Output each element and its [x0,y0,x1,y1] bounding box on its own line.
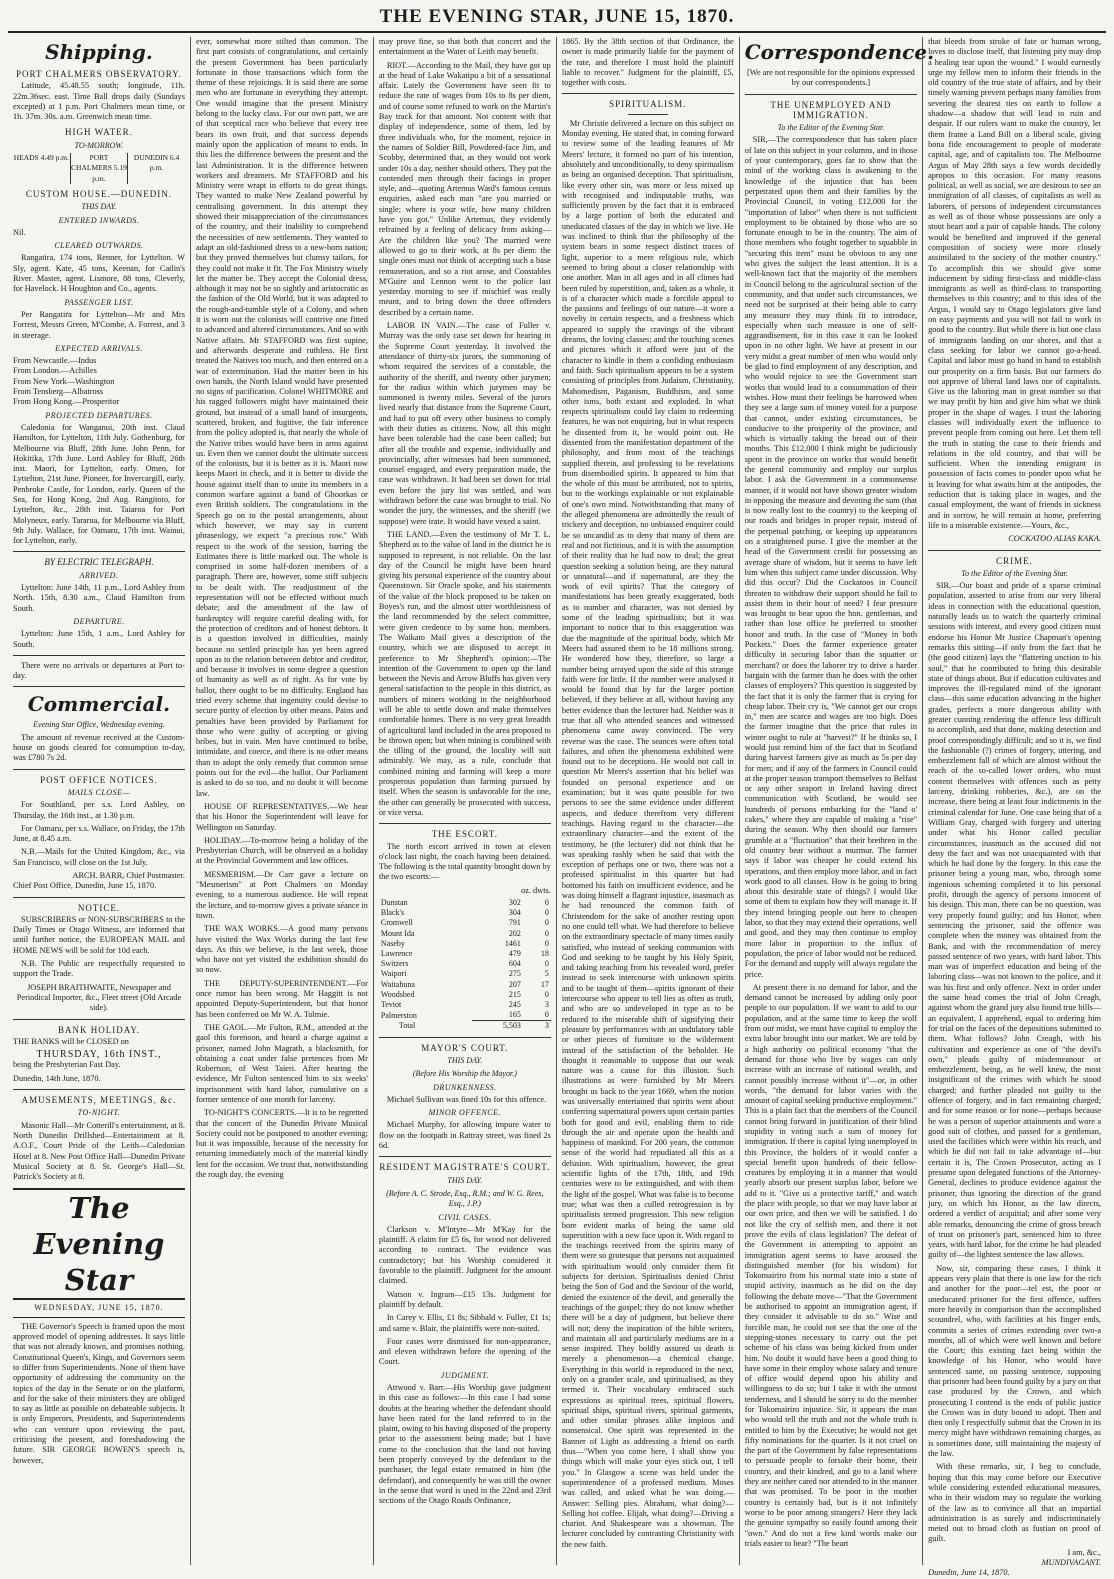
passenger-heading: PASSENGER LIST. [64,297,134,307]
divider [628,114,668,115]
escort-place: Cromwell [380,918,413,928]
expected-item: From New York—Washington [13,376,115,386]
escort-dwts: 0 [544,959,549,969]
rm-court-before: (Before A. C. Strode, Esq., R.M.; and W. G. Rees, Esq., J.P.) [386,1188,544,1209]
letter-closing: I am, &c., [1067,1547,1102,1557]
news-paragraph: HOUSE OF REPRESENTATIVES.—We hear that his Honor the Superintendent will leave for Wellington on Saturday. [195,801,368,832]
unemployed-heading: THE UNEMPLOYED AND IMMIGRATION. [770,99,892,120]
escort-place: Waipori [380,969,407,979]
escort-row [379,959,551,969]
divider [13,897,185,898]
escort-row [379,949,551,959]
expected-item: From Newcastle.—Indus [13,356,97,366]
escort-dwts: 3 [544,1000,549,1010]
drunkenness-heading: DRUNKENNESS. [433,1082,497,1092]
expected-item: From London.—Achilles [13,366,97,376]
tide-dunedin: DUNEDIN 6.4 p.m. [127,153,185,184]
mayors-court-before: (Before His Worship the Mayor.) [412,1069,517,1079]
escort-place: Naseby [380,938,405,948]
editorial-text: THE Governor's Speech is framed upon the most approved model of opening addresses. It says little that was not already known, and promises nothing. Constitutional Queen's, Kings, and Governors seem to differ from Superintendents. None of them have opportunity of addressing the community on the topics of the day in the Senate or on the platform, and for the sake of their ministers they are obliged to say as little as possible on debateable subjects. It is only Emperors, Presidents, and Superintendents who can venture upon reviewing the past, criticising the present, and foreshadowing the future. SIR GEORGE BOWEN'S speech is, however, [13,1321,185,1465]
columns [8,37,1106,1578]
escort-row [379,980,551,990]
drunkenness-text: Michael Sullivan was fined 10s for this offence. [386,1094,547,1104]
escort-row [379,929,551,939]
judgment-text: Attwood v. Barr.—His Worship gave judgment in this case as follows:—In this case I had some doubts at the hearing whether the defendant should have been rated for the land referred to in the plaint, owing to his having disposed of the property prior to the assessment being made; but I have come to the conclusion that the land not having been properly conveyed by the defendant to the purchaser, the legal estate remained in him (the defendant), and consequently he was still the owner in the sense that word is used in the 22nd and 23rd sections of the Otago Roads Ordinance, [378,1383,551,1506]
divider [13,655,185,656]
bank-holiday-text: THE BANKS will be CLOSED on [13,1036,129,1046]
bank-holiday-heading: BANK HOLIDAY. [57,1024,140,1035]
divider [13,769,185,770]
column-2 [191,37,374,1565]
post-office-date: Chief Post Office, Dunedin, June 15, 1870. [13,881,157,891]
arrived-text: Lyttelton: June 14th, 11 p.m., Lord Ashley from North. 15th, 8.30 a.m., Claud Hamilton from South. [13,583,185,613]
mails-text: For Oamaru, per s.s. Wallace, on Friday, the 17th June, at 8.45 a.m. [13,823,185,844]
divider [13,1089,185,1090]
escort-total-label: Total [398,1021,416,1031]
expected-list [13,356,185,407]
escort-dwts: 0 [544,918,549,928]
tide-table [13,153,185,184]
notice-nb: N.B. The Public are respectfully requested to support the Trade. [13,959,185,979]
escort-place: Waitahuna [380,979,415,989]
escort-heading: THE ESCORT. [431,829,498,840]
customs-this-day: THIS DAY. [81,202,117,212]
spiritualism-heading: SPIRITUALISM. [609,99,687,110]
escort-place: Mount Ida [380,928,415,938]
entered-heading: ENTERED INWARDS. [58,215,140,225]
departure-text: Lyttelton: June 15th, 1 a.m., Lord Ashley for South. [13,629,185,649]
escort-row [379,898,551,908]
escort-table [379,898,551,1032]
no-arrivals-text: There were no arrivals or departures at Port to-day. [13,660,185,681]
civil-case: In Carey v. Ellis, £1 8s; Sibbald v. Fuller, £1 1s; and same v. Blair, the plaintiffs were non-suited. [378,1313,551,1333]
escort-oz: 304 [508,908,521,918]
civil-case: Four cases were dismissed for non-appearance, and eleven withdrawn before the opening of the Court. [378,1336,551,1367]
spiritualism-text: Mr Christie delivered a lecture on this subject on Monday evening. He stated that, in coming forward to review some of the leading features of Mr Meers' lecture, it formed no part of his intention, absolutely and unconditionally, to deny spiritualism as being an organised deception. That spiritualism, like every other sin, was more or less mixed up with recognised and indisputable truths, was sufficiently proven by the fact that it is embraced by a large portion of both the educated and uneducated classes of the day in which we live. He was inclined to think that the philosophy of the system bears in some respect distinct traces of light, superior to a mere religious rule, which seemed to bring about a closer relationship with one another. Man in all ages and in all climes had been ruled by superstition, and, taken as a whole, it is of a character which made a forcible appeal to the passions and feelings of our nature—it wore a novelty in certain respects, and a freshness which appeared to supply the cravings of the vibrant dreams, the loving classes; and the touching scenes and pictures which it afford were just of the character to kindle in them a confiding enthusiasm and faith. Such spiritualism appears to be a system consisting of principles from Judaism, Christianity, Mahomedism, Paganism, Buddhism, and some other isms, both extant and exploded. In what respects spiritualism could lay claim to redeeming features, he was not enquiring, but in what respects he dissented from it, he would point out. He dissented from the manifestation department of the philosophy, and from most of the teachings supplied therein, and professing to be revelations from disembodied spirits. It appeared to him that the whole of this must be attributed, not to spirits, but to the workings explainable or not explainable of one's own mind. Notwithstanding that many of the alleged phenomena are admittedly the result of trickery and deception, no unbiassed enquirer could be so uncandid as to deny that many of them are real and not fictitious, and it is with the assumption of their reality that he had now to deal; the great question seeking a solution being, are they natural or unnatural—and if supernatural, are they the work of evil spirits? That the category of manifestations has been greatly exaggerated, both as to number and character, was not denied by some of the leading spiritualists; but it was important to notice that to this exaggeration was due the magnitude of the spiritual body, which Mr Meers had assured them to be 18 millions strong. He wondered how they, therefore, so large a number being arrayed upon the side of this strange faith were for little. If the number were analysed it would be found that by far the larger portion believed, if they believe at all, without having any better evidence than the lecturer had. Neither was it true that all who attended seances and witnessed phenomena came away convinced. The very reverse was the case. The seances were often total failures, and often the phenomena exhibited were found out to be deceptions. He would not call in question Mr Meers's assertion that his belief was founded on personal experience and on examination; but it was quite possible for two persons to see the same evidence under different aspects, and deduce therefrom very different teachings. Having regard to the character—the extraordinary character—and the extent of the testimony, he (the lecturer) did not think that he was speaking rashly when he said that with the exception of perhaps one or two, there was not a professed spiritualist in this quarter but had bottomed his faith on insufficient evidence, and he was doing himself a flagrant injustice, inasmuch as he had renounced the common faith of Christendom for the sake of another resting upon no one could tell what. We had therefore to believe on the extraordinary spectacle of many times easily satisfied, who instead of seeking communion with God and seeking to be taught by his Holy Spirit, and taking teaching from his revealed word, prefer instead to seek intercourse with unknown spirits and to be taught of them—spirits ignorant of their intercourse who appear to tell lies as often as truth, and who are so undeveloped in type as to be reduced to the miserable shift of signifying their pleasure by performances with an undulatory table or other pieces of furniture to the wilderment instead of the satisfaction of the beholder. He thought it reasonable to suppose that our weak nature was a cause for this illusion. Such illustrations as were furnished by Mr Meers brought us back to the year 1669, when the notion was universally entertained that spirits went about conferring supernatural powers upon certain parties both for good and evil, enabling them to ride through the air and operate upon the health and happiness of mankind. For 200 years, the common sense of the world had repudiated all this as a delusion. With spiritualism, however, the great scientific lights of the 17th, 18th, and 19th centuries were to be extinguished, and with them the light of the gospel. What was false is to become true; what was then a culled retrogression is by spiritualists termed progression. This new religion bore evident marks of being the same old superstition with a new face upon it. With regard to the teachings received from the spirits many of them were so grotesque that persons not acquainted with spiritualism would only consider them fit subjects for derision. Spiritualists denied Christ being the Son of God and the Saviour of the world, denied the existence of the devil, and generally the teachings of the gospel; they do not know whether there will be a day of judgment, but believe there will not; deny the inspiration of the bible writers, and maintain all and particularly mediums are in a sense inspired. They boldly assured us death is merely a phenomenon—a chemical change. Everything in this world is reproduced in the next, only on a grander scale, and spiritualised, as they termed it. Their vocabulary embraced such expressions as spiritual trees, spiritual flowers, spiritual ships, spiritual rivers, spiritual garments, and other similar phrases alike impious and nonsensical. One spirit was represented in the Banner of Light as addressing a friend on earth thus—"When you come here, I shall show you things which will make your eyes stick out, I tell you." In Glasgow a scene was held under the superintendence of a professed medium. Moses was called, and asked what he was doing.—Answer: Selling pies. Abraham, what doing?—Selling hot coffee. Elijah, what doing?—Driving a chariot. And Shakespeare was a showman. The lecturer concluded by contrasting Christianity with the new faith. [561,118,734,1549]
letter-paragraph: SIR,—Our boast and pride of a sparse criminal population, asserted to arise from our very liberal ideas in connection with the educational question, naturally leads us to watch the quarterly criminal sessions with interest, and every good citizen must endorse his Honor Mr Justice Chapman's opening remarks this sitting—if only from the fact that he (the good citizen) lays the "flattering unction to his soul," that he contributed to bring this desirable state of things about. But if education cultivates and improves the ill-regulated mind of the ignorant class—this same education advancing in the higher grades, perfects a more dangerous ability with greater cunning rendering the offence less difficult to accomplish, and that done, making detection and proof correspondingly difficult; and so it is, we find the fashionable (?) crimes of forgery, uttering, and embezzlement fall of which are almost without the reach of the so-called lower orders, who must content themselves with offences such as petty larceny, drinking robberies, &c.), are on the increase, there being at least four indictments in the criminal calendar for June. One case being that of a William Gray, charged with forgery and uttering under what his Honor called peculiar circumstances, inasmuch as the accused did not deny the fact and was not unacquainted with that which he had done by the forgery. In this case the prisoner being a young man, who, through some ingenious scheming completed it to his personal profit, through the agency of persons innocent of his design. This man, there can be no question, was very properly found guilty; and his Honor, when sentencing the prisoner, said the offence was complete when the money was obtained from the Bank, and with the recommendation of mercy passed sentence of two years, with hard labor. This man was of imperfect education and being of the laboring class—was not known to the police, and it was his first and only offence. Next in order under the same head comes the trial of John Creagh, against whom the grand jury also found true bills—an equivalent, I apprehend, equal to ordering him for trial on the faces of the depositions submitted to them. What follows? John Creagh, with his cultivation and experience as one of "the devil's own," pleads guilty of misdemeanour or embezzlement, being, as he well knew, the most insignificant of the crimes with which he stood charged; and further pleaded not guilty to the offence of forgery, and in fact remaining charged; and for some reason or for none—perhaps because he was a person of superior attainments and wore a good suit of clothes, and passed for a gentleman, used the facilities which were within his reach, and which he did not fail to take advantage of—but certain it is, The Crown Prosecutor, acting as I presume upon delegated functions of the Attorney-General, declines to produce evidence against the prisoner, thus ignoring the direction of the grand jury, on which his Honor, as the law directs, ordered a verdict of acquittal; and after some very able remarks, denouncing the crime of gross breach of trust on prisoner's part, sentenced him to three years, with hard labor, for the crime he had pleaded guilty of—the lightest sentence the law allows. [928,581,1102,1260]
letter-signature: COCKATOO ALIAS KAKA. [1008,534,1102,544]
escort-oz: 275 [508,969,521,979]
letter-paragraph: Now, sir, comparing these cases, I think it appears very plain that there is one law for the rich and another for the poor—tel est, the poor or uneducated prisoner for the first offence, suffers more heavily in comparison than the accomplished scoundrel, who, with facilities at his finger ends, commits a series of crimes extending over two-a months, all of which were well known and before the Court; this existing fact being within the knowledge of his Honor, who would have sentenced same, on passing sentence, supposing that prisoner had been found guilty by a jury on that case produced by the Crown, and which prosecuting I contend is the ends of public justice the Crown was in duty bound to adopt. Then and then only I respectfully submit that the Crown in its mercy might have withdrawn remaining charges, as is sometimes done, still maintaining the majesty of the law. [928,1263,1102,1459]
escort-row [379,908,551,918]
escort-total-row [379,1021,551,1032]
observatory-text: Latitude, 45.48.55 south; longitude, 11h. 22m.36sec. east. Time Ball drops daily (Sundays excepted) at 1 p.m. Port Chalmers mean time, or 1h. 37m. 30s. a.m. Greenwich mean time. [13,81,185,122]
passenger-text: Per Rangatira for Lyttelton—Mr and Mrs Forrest, Messrs Green, M'Combe, A. Forrest, and 3 in steerage. [13,309,185,340]
crime-heading: CRIME. [996,555,1033,566]
bank-holiday-date: THURSDAY, 16th INST., [36,1049,162,1061]
escort-dwts: 0 [544,938,549,948]
escort-oz: 165 [508,1010,521,1020]
escort-oz: 302 [508,898,521,908]
escort-units: oz. dwts. [521,885,551,895]
escort-row [379,1010,551,1021]
civil-case: Watson v. Ingram—£15 13s. Judgment for plaintiff by default. [378,1289,551,1309]
notice-heading: NOTICE. [77,902,121,913]
escort-oz: 1461 [504,938,521,948]
mails-text: For Southland, per s.s. Lord Ashley, on Thursday, the 16th inst., at 1.30 p.m. [13,800,185,820]
rm-court-day: THIS DAY. [447,1175,483,1185]
commercial-heading: Commercial. [27,692,171,717]
escort-dwts: 0 [544,898,549,908]
divider [745,94,917,95]
escort-intro: The north escort arrived in town at eleven o'clock last night, the coach having been detained. The following is the total quantity brought down by the two escorts:— [378,841,551,882]
escort-row [379,990,551,1000]
escort-place: Black's [380,908,405,918]
crime-to-editor: To the Editor of the Evening Star. [961,568,1068,578]
bank-holiday-signed: Dunedin, 14th June, 1870. [13,1073,101,1083]
divider [379,1156,551,1157]
escort-oz: 604 [508,959,521,969]
letter-paragraph: With these remarks, sir, I beg to conclude, hoping that this may come before our Executive while considering extended educational measures, who in their wisdom may so regulate the working of the law as to convince all that an impartial administration is as surely and indiscriminately meted out to broad cloth as fustian on proof of guilt. [928,1462,1102,1544]
paper-date: WEDNESDAY, JUNE 15, 1870. [13,1303,185,1317]
editorial-continued: ever, somewhat more stilted than common. The first part consists of congratulations, and certainly the present Government has been particularly fortunate in those transactions which form the theme of these rejoicings. It is said there are some men who are fortunate in everything they attempt. One would imagine that the present Ministry belong to the lucky class. For our own part, we are of that sceptical race who believe that every tree bears its own fruit, and that success depends mainly upon the application of means to ends. In this lies the difference between the present and the last Administration. It is the difference between workers and dreamers. Mr STAFFORD and his Ministry were wrapt in efforts to do great things. They wanted to make New Zealand powerful by centralising government. In this attempt they showed their misappreciation of the circumstances of the country, and their inability to comprehend the necessities of new settlements. They wanted to adapt an old-fashioned dress to a new-born nation; but they proved themselves but clumsy tailors, for they could not make it fit. The Fox Ministry wisely let the matter be. They accept the Colonial dress, although it may not be so sightly and aristocratic as the fashion of the Old World, but it was adapted to the rough-and-tumble style of a Colony, and when it is worn out the colonists will contrive one fitted to advanced and altered circumstances. And so with Native affairs. Mr STAFFORD was first supine, and afterwards desperate and ruthless. He first treated the Natives too much, and then entered on a war of extermination. Had the matter been in his own hands, the North Island would have presented no signs of pacification. Colonel WHITMORE and his ragged followers might have maintained their ground, but instead of a small band of insurgents, scattered, broken, and fugitive, the fair inference from the policy adopted is, that nearly the whole of the Native tribes would have been in arms against us. Even then we cannot doubt the ultimate success of the colonists, but it is better as it is. Maori now keeps Maori in check, and it is better to divide the house against itself than to unite its members in a common warfare against a band of Ghoorkas or even British soldiers. The congratulations in the Speech go on to the postal arrangements, about which however, we may say in current phraseology, we expect "a precious row." With respect to the work of the session, barring the Estimates there is little marked out. The whole is comprised in some half-dozen members of a paragraph. There are, however, some stiff subjects to be dealt with. The readjustment of the representation will not be effected without much debate; and the amendment of the law of bankruptcy will require careful dealing with, for the protection of creditors and of honest debtors. It is a question involved in difficulties, mainly because no settled principle has yet been agreed upon as to the relation between debtor and creditor, and because it involves in some degree a question of humanity as well as of right. As for vote by ballot, there ought to be no difficulty. England has tried every scheme that ingenuity could devise to secure purity of election by other means. Pains and penalties have been provided by Parliament for those who were guilty of accepting or giving bribes, but in vain. Men have continued to bribe, intimidate, and coerce, and there is no other means than to adopt the only remedy that common sense points out for the evil—the ballot. Our Parliament is asked to do so too, and no doubt it will become law. [195,37,368,798]
escort-place: Palmerston [380,1010,417,1020]
expected-item: From Hong Kong.—Prosperitor [13,397,120,407]
letter-continued: that bleeds from stroke of fate or human wrong, loves to disclose itself, that listening pity may drop a healing tear upon the wound." I would earnestly urge my fellow men to inform their friends in the old country of the true state of affairs, and by their timely warning prevent perhaps many families from severing the dearest ties on earth to follow a shadow—a shadow that will lead to ruin and despair. If our rulers want to make the country, let them frame a Land Bill on a liberal scale, giving bona fide encouragement to people of moderate capital, age, and of capitalists too. The Melbourne Argus of May 28th says a few words decidedly apropos to this occasion. For many reasons political, as well as social, we are desirous to see an immigration of all classes, of capitalists as well as laborers, of persons of independent circumstances as well as of those whose possessions are only a stout heart and a pair of capable hands. The colony would be benefited and improved if the general composition of society were more closely assimilated to the society of the mother country." To accomplish this we should give some inducement by siding first-class and middle-class immigrants as well as third-class to transporting themselves to this country; and to this idea of the Argus, I would say to Otago legislators give land on easy payments and you will not fail to work in good to the country. But while there is but one class of immigrants landing on our shores, and that a class seeking for labor we cannot go-a-head. Capital and labor must go hand in hand to establish our prosperity on a firm basis. But our farmers do not approve of liberal land laws nor of capitalists. Give us the laboring man in great number so that we may profit by him and give him what we think proper in the shape of wages. I trust the laboring classes will individually exert the influence to prevent people from coming out here. Let them tell the truth in stating the case to their friends and relations in the old country, and that will be sufficient. When the intending emigrant in possession of facts comes to ponder upon what he is leaving for what awaits him at the antipodes, the reduction that is taking place in wages, and the casual employment, the want of friends in sickness and in sorrow, he will remain at home, preferring life to a miserable existence.—Yours, &c., [928,37,1102,530]
escort-place: Lawrence [380,949,413,959]
commercial-text: The amount of revenue received at the Custom-house on goods cleared for consumption to-day, was £780 7s 2d. [13,732,185,763]
civil-cases-heading: CIVIL CASES. [438,1212,492,1222]
bank-holiday-reason: being the Presbyterian Fast Day. [13,1060,121,1070]
escort-oz: 215 [508,989,521,999]
news-paragraph: THE DEPUTY-SUPERINTENDENT.—For once rumor has been wrong. Mr Haggitt is not appointed Deputy-Superintendent, but that honor has been conferred on Mr W. A. Tolmie. [195,978,368,1019]
column-1 [8,37,191,1565]
escort-row [379,969,551,979]
escort-oz: 202 [508,928,521,938]
amusements-sub: TO-NIGHT. [77,1108,121,1118]
escort-place: Dunstan [380,898,408,908]
escort-oz: 245 [508,1000,521,1010]
news-paragraph: HOLIDAY.—To-morrow being a holiday of the Presbyterian Church, will be observed as a holiday at the Provincial Government and law offices. [195,835,368,866]
divider [379,1037,551,1038]
rm-court-heading: RESIDENT MAGISTRATE'S COURT. [379,1162,551,1173]
divider [13,551,185,552]
judgment-heading: JUDGMENT. [440,1370,489,1380]
escort-row [379,1000,551,1010]
escort-dwts: 0 [544,928,549,938]
commercial-office: Evening Star Office, Wednesday evening. [33,720,165,730]
amusements-heading: AMUSEMENTS, MEETINGS, &c. [21,1095,177,1106]
correspondence-note: [We are not responsible for the opinions expressed by our correspondents.] [747,68,915,88]
letter-signature: MUNDIVAGANT. [1041,1558,1102,1568]
customs-heading: CUSTOM HOUSE.—DUNEDIN. [25,188,173,199]
departures-text: Caledonia for Wanganui, 20th inst. Claud Hamilton, for Lyttelton, 11th July. Gothenburg, for Melbourne via Bluff, 28th June. John Penn, for Hokitika, 17th June. Lord Ashley for Bluff, 26th inst. Maori, for Lyttelton, early. Omeo, for Lyttelton, 21st June. Pioneer, for Invercargill, early. Penbroke Castle, for London, early. Queen of the Sea, for Hong Kong, 2nd Aug. Rangitoto, for Lyttelton, &c., 28th inst. Taiaroa for Port Molyneux, early. Tararua, for Melbourne via Bluff, 9th July. Wallace, for Oamaru, 17th inst. Wainui, for Lyttelton, early. [13,422,185,546]
column-3 [374,37,557,1565]
departure-heading: DEPARTURE. [73,616,125,626]
news-paragraph: THE WAX WORKS.—A good many persons have visited the Wax Works during the last few days. As this we believe, is the last week, those who have not yet visited the exhibition should do so now. [195,924,368,975]
letter-paragraph: At present there is no demand for labor, and the demand cannot be increased by adding only poor people to our population. If we want to add to our population, and at the same time to keep the wolf from our midst, we must have capital to employ the extra labor brought into our market. We are told by a high authority on political economy "that the demand for those who live by wages can only increase with an increase of national wealth, and cannot possibly increase without it"—or, in other words, "the demand for labor varies with the amount of capital seeking productive employment." This is a plain fact that the members of the Council cannot bring forward in justification of their blind stupidity in voting such a sum of money for immigration. If there is capital lying unemployed in this Province, the holders of it would confer a special benefit upon hundreds of their fellow-creatures by employing it in a manner that would yearly absorb our present surplus labor, before we add to it. "Give us a protective tariff," and watch the place with people, so that we may have labor at our own price, and then we will be satisfied. I do not like the cry of selfish men, and there it not prove the evils of class legislation? The defeat of the Government in attempting to appoint an immigration agent seems to have aroused the distinguished member (for his wisdom) for Tokomairiro from his normal state into a state of stupid activity, inasmuch as he did on the day following the debate move—"That the Government be authorised to appoint an immigration agent, if they consider it advisable to do so." Wise and forcible man, he could not see that the one of the stepping-stones necessary to carry out the pet scheme of his class was being kicked from under him. No doubt it would have been a good thing to have some in their employ whose salary and tenure of office would depend upon his ability and willingness to do so; but I take it with the utmost tenderness, and I should be sorry to do the member for Tokomairiro injustice. Sir, it appears the man who would tell the truth and not the whole truth is entitled to him by the Executive; he would not get fifty nominations for the quarter. Is it not cruel on the part of the Government by false representations to persuade people to forsake their home, their country, and their kindred, and go to a land where they are neither cared nor attended to in the manner that was promised. To be poor in the mother country is certainly bad, but is it not infinitely worse to be poor among strangers? Here they lack the genuine sympathy so easily found among their "own." And do not a few kind words make our trials easier to bear? "The heart [744,982,918,1548]
escort-dwts: 17 [540,979,549,989]
news-paragraph: TO-NIGHT'S CONCERTS.—It is to be regretted that the concert of the Dunedin Private Musical Society could not be postponed to another evening; but it was impossible, because of the necessity for returning immediately much of the material kindly lent for the occasion. We trust that, notwithstanding the rough day, the evening [195,1108,368,1180]
high-water-sub: TO-MORROW. [74,140,124,150]
news-paragraph: MESMERISM.—Dr Carr gave a lecture on "Mesmerism" at Port Chalmers on Monday evening, to a numerous audience. He will repeat the lecture, and to-morrow gives a private séance in town. [195,869,368,920]
minor-offence-heading: MINOR OFFENCE. [428,1108,501,1118]
escort-place: Teviot [380,1000,402,1010]
mails-text: N.B.—Mails for the United Kingdom, &c., via San Francisco, will close on the 1st July. [13,847,185,867]
escort-row [379,918,551,928]
divider [562,93,734,94]
escort-dwts: 0 [544,1010,549,1020]
divider [928,550,1101,551]
entered-text: Nil. [13,227,26,237]
cleared-heading: CLEARED OUTWARDS. [54,241,144,251]
escort-oz: 207 [508,979,521,989]
column-4 [557,37,740,1565]
escort-oz: 479 [508,949,521,959]
column-5 [740,37,935,1565]
divider [13,686,185,687]
expected-heading: EXPECTED ARRIVALS. [55,343,143,353]
civil-case: Clarkson v. M'Intyre—Mr M'Kay for the plaintiff. A claim for £5 6s, for wood not delivered according to contract. The evidence was contradictory; but his Worship considered it favorable to the plaintiff. Judgment for the amount claimed. [378,1224,551,1286]
tide-heads: HEADS 4.49 p.m. [13,153,69,163]
letter-paragraph: SIR,—The correspondence that has taken place of late on this subject in your columns, and in those of your contemporary, goes far to show that the mind of the working class is awakening to the knowledge of the injustice that has been perpetrated upon them and their families by the Provincial Council, in voting £12,000 for the "importation of labor" when there is not sufficient employment to be obtained by those who are so fortunate enough to be in the country. The aim of those members who fought together to squabble in "securing this item" must be obvious to any one who gives the subject the least attention. It is a well-known fact that the majority of the members in Council belong to the agricultural section of the community, and that under such circumstances, we need not be surprised at their being able to carry any measure they may think fit to introduce, especially when such measure is one of self-aggrandisement, for in this case it can be looked upon in no other light. We have at present in our very midst a great number of men who would only be glad to find employment of any description, and who would rejoice to see the Government start works that would lead to a consummation of their wishes. How must their feelings be harrowed when they see a large sum of money voted for a purpose that cannot, under existing circumstances, be conducive to the prosperity of the province, and which is virtually taking the bread out of their mouths. This £12,000 I think might be judiciously spent in the province on works that would benefit the general community and employ our surplus labor. I ask the Government in a commonsense manner, if it would not have shown greater wisdom in opposing the measure and devoting the sum (that is now really lost to the country) to the keeping of our roads and bridges in proper repair, instead of the perpetual patching, or keeping up appearances on a straightened purse. I give the member at the head of the Government credit for possessing an average share of wisdom, but it seems to have left him when this subject came under discussion. Why did this occur? Did the Cockatoos in Council threaten to withdraw their support should he fail to assist them in their hour of need? I fear pressure was brought to bear upon the hon. gentleman, and rather than lose office he preferred to smother honor and truth. In the case of "Money in both Pockets." Does the farmer experience greater difficulty in securing labor than the squatter or merchant? or does the laborer try to drive a harder bargain with the farmer than he does with the other classes of employers? This question is suggested by the fact that it is only the farmer that is crying for cheap labor. Their cry is, "We cannot get our crops in," men are scarce and wages are too high. Does the farmer imagine that the price that rules in winter ought to rule at "harvest?" If he thinks so, I would just remind him of the fact that in Scotland during harvest farmers give as much as 5s per day for men; and if any of the farmers in Council could at the proper season transport themselves to Belfast or any other seaport in Ireland having direct communication with Scotland, he would see hundreds of persons embarking for the "land o' cakes," where they are capable of making a "rise" during the season. Why then should our farmers grumble at a "fluctuation" that their brethren in the old country bear without a murmur. The farmer says if labor was cheaper he could extend his operations, and then employ more labor, and in fact work good to all classes. How is he going to bring about this desirable state of things? I would like some of them to explain how they will manage it. If they intend bringing people out here to cheapen labor, so that they may extend their operations, well and good, and they may then continue to employ more labor in proportion to the influx of population, the price of labor would not be reduced. For the demand and supply will always regulate the price. [744,135,918,979]
mayors-court-day: THIS DAY. [447,1055,483,1065]
escort-total-dwts: 3 [523,1021,551,1032]
telegraph-heading: BY ELECTRIC TELEGRAPH. [44,557,154,568]
news-paragraph: THE GAOL.—Mr Fulton, R.M., attended at the gaol this forenoon, and heard a charge against a prisoner, named John Magrath, a blacksmith, for obtaining a coat under false pretences from Mr Robertson, of West Taieri. After hearing the evidence, Mr Fulton sentenced him to six weeks' imprisonment with hard labor, cumulative on a former sentence of one month for larceny. [195,1022,368,1104]
expected-item: From Tensberg—Albatross [13,387,104,397]
news-paragraph: THE LAND.—Even the testimony of Mr T. L. Shepherd as to the value of land in the district he is supposed to represent, is not reliable. On the last day of the Council he might have been heard giving his personal experience of the country about Queenstown. Sir Oracle spoke, and his statements of the value of the block proposed to be taken on Boyes's run, and the almost utter worthlessness of the land recommended by the select committee, were given credence to by some hon. members. The Waikato Mail gives a description of the country, which we are disposed to accept in preference to Mr Shepherd's opinion:—The intention of the Government to open up the land between the Nevis and Arrow Bluffs has given very general satisfaction to the people in this district, as numbers of miners working in the neighborhood will be able to settle down and make themselves comfortable homes. There is no very great breadth of agricultural land included in the area proposed to be thrown open; but when mining is combined with the tilling of the ground, the locality will suit admirably. We may, as a rule, conclude that combined mining and farming will keep a more prosperous population than farming pursued by itself. When the season is unfavorable for the one, the other can generally be prosecuted with success, or vice versa. [378,529,551,817]
escort-dwts: 5 [544,969,549,979]
cleared-text: Rangatira, 174 tons, Renner, for Lyttelton. W Sly, agent. Kate, 45 tons, Keenan, for Catlin's River. Master, agent. Lismore, 88 tons, Cleverly, for Havelock. H Houghton and Co., agents. [13,253,185,294]
mayors-court-heading: MAYOR'S COURT. [421,1042,509,1053]
mails-heading: MAILS CLOSE— [67,787,131,797]
unemployed-to-editor: To the Editor of the Evening Star. [777,123,885,133]
escort-row [379,939,551,949]
letter-date: Dunedin, June 14, 1870. [928,1568,1010,1578]
escort-dwts: 18 [540,949,549,959]
escort-place: Switzers [380,959,409,969]
judgment-continued: 1865. By the 38th section of that Ordinance, the owner is made primarily liable for the payment of the rate, and therefore I must hold the plaintiff liable to recover." Judgment for the plaintiff, £5, together with costs. [561,37,734,88]
escort-dwts: 0 [544,989,549,999]
post-office-heading: POST OFFICE NOTICES. [40,774,158,785]
high-water-heading: HIGH WATER. [65,127,133,138]
divider [13,1019,185,1020]
notice-text: SUBSCRIBERS or NON-SUBSCRIBERS to the Daily Times or Otago Witness, are informed that until further notice, the EUROPEAN MAIL and HOME NEWS will be sold for 10d each. [13,914,185,955]
escort-place: Woodsbed [380,989,415,999]
escort-dwts: 0 [544,908,549,918]
notice-signature: JOSEPH BRAITHWAITE, Newspaper and Periodical Importer, &c., Fleet street (Old Arcade side). [16,982,182,1013]
news-paragraph: may prove fine, so that both that concert and the entertainment at the Water of Leith may benefit. [378,37,551,57]
minor-offence-text: Michael Murphy, for allowing impure water to flow on the footpath in Rattray street, was fined 2s 6d. [378,1120,551,1151]
divider [379,823,551,824]
column-6 [923,37,1106,1578]
arrived-heading: ARRIVED. [79,570,119,580]
correspondence-heading: Correspondence. [744,40,935,64]
escort-oz: 791 [508,918,521,928]
departures-heading: PROJECTED DEPARTURES. [45,410,153,420]
news-paragraph: LABOR IN VAIN.—The case of Fuller v. Murray was the only case set down for hearing in the Supreme Court yesterday. It involved the attendance of thirty-six jurors, the summoning of whom required the services of a constable, the authority of the sheriff, and twenty other jurymen; for the radius within which jurymen may be summoned is twenty miles. Several of the jurors lived nearly that distance from the Supreme Court, and had to put off every other business to comply with their duties as citizens. Now, all this might have been tolerable had the case been called; but after all the trouble and expense, individually and provincially, after witnesses had been summoned, counsel engaged, and every preparation made, the case was withdrawn. It had been set down for trial even before the jury list was settled, and was withdrawn before the case was brought to trial. No wonder the jury, the witnesses, and the sheriff (we suppose) were irate. It would have vexed a saint. [378,321,551,526]
page-masthead: THE EVENING STAR, JUNE 15, 1870. [8,6,1106,33]
postmaster-signature: ARCH. BARR, Chief Postmaster. [72,871,185,880]
tide-port-chalmers: PORT CHALMERS 5.19 p.m. [71,153,127,183]
escort-total-oz: 5,503 [472,1021,523,1032]
observatory-heading: PORT CHALMERS OBSERVATORY. [16,69,182,79]
news-paragraph: RIOT.—According to the Mail, they have got up at the head of Lake Wakatipu a bit of a sensational affair. Lately the Government have seen fit to reduce the rate of wages from 10s to 8s per diem, and of course some refused to work on the Martin's Bay track for that amount. Not content with that display of independence, some of them, led by three individuals who, for the moment, rejoice in the names of Soldier Bill, Powdered-face Jim, and Scobby, determined that, as they would not work under 10s a day, neither should others. They put the contended men through their facings in proper style, and—quoting Artemus Ward's famous census enquiries, asked each man "are you married or single; where is your wife, how many children have you got." Unlike Artemus, they evidently refrained by a feeling of delicacy from asking—Are the children like you? The married were allowed to go to their work, at 8s per diem: the single ones must not think of accepting such a base remuneration, and so a riot arose, and Constables M'Guire and Lennon went to the police last yesterday morning to see if mischief was really meant, and to bring down the three offenders described by a certain name. [378,60,551,317]
amusements-text: Masonic Hall—Mr Cotterill's entertainment, at 8. North Dunedin Drillshed—Entertainment at 8. A.O.F., Court Pride of the Leith—Caledonian Hotel at 8. New Post Office Hall—Dunedin Private Musical Society at 8. St. George's Hall—St. Patrick's Society at 8. [13,1120,185,1182]
shipping-heading: Shipping. [45,40,153,64]
paper-title: The Evening Star [13,1188,185,1300]
